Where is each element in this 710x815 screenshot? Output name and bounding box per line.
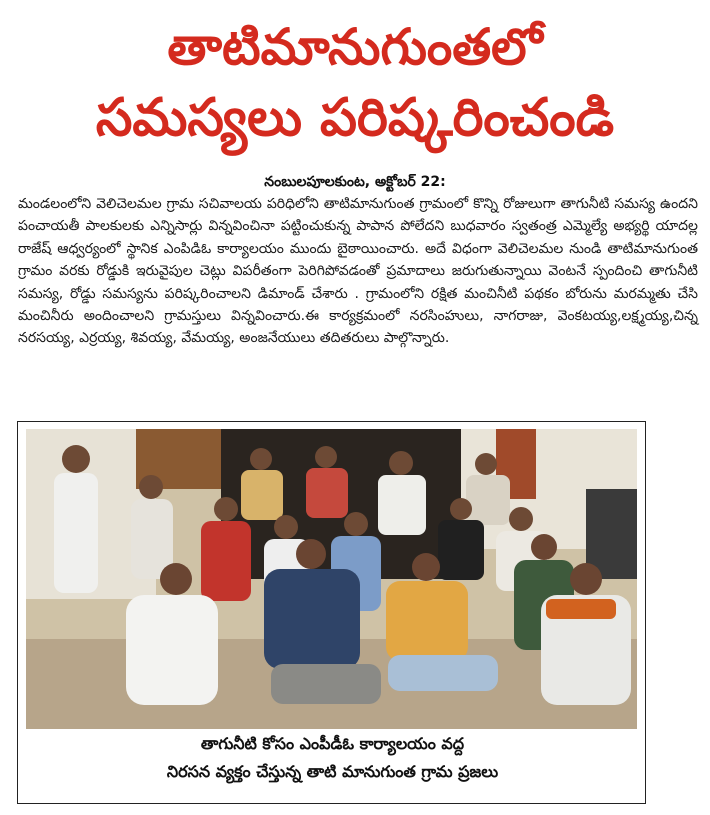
article-body: మండలంలోని వెలిచెలమల గ్రామ సచివాలయ పరిధిలోని తాటిమానుగుంత గ్రామంలో కొన్ని రోజులుగా తాగునీటి సమస్య ఉందని పంచాయతీ పాలకులకు ఎన్నిసార్లు విన్నవించినా పట్టించుకున్న పాపాన పోలేదని బుధవారం స్వతంత్ర ఎమ్మెల్యే అభ్యర్థి యాదల్ల రాజేష్ ఆధ్వర్యంలో స్థానిక ఎంపిడిఓ కార్యాలయం ముందు బైఠాయించారు. అదే విధంగా వెలిచెలమల నుండి తాటిమానుగుంత గ్రామం వరకు రోడ్డుకి ఇరువైపుల చెట్లు విపరీతంగా పెరిగిపోవడంతో ప్రమాదాలు జరుగుతున్నాయి వెంటనే స్పందించి తాగునీటి సమస్య, రోడ్డు సమస్యను పరిష్కరించాలని డిమాండ్ చేశారు . గ్రామంలోని రక్షిత మంచినీటి పథకం బోరును మరమ్మతు చేసి మంచినీరు అందించాలని గ్రామస్తులు విన్నవించారు.ఈ కార్యక్రమంలో నరసింహులు, నాగరాజు, వెంకటయ్య,లక్ష్మయ్య,చిన్న నరసయ్య, ఎర్రయ్య, శివయ్య, వేమయ్య, అంజనేయులు తదితరులు పాల్గొన్నారు. [18, 196, 698, 347]
protest-photo [26, 429, 637, 729]
photo-frame [17, 421, 646, 804]
photo-caption-line-1: తాగునీటి కోసం ఎంపీడీఓ కార్యాలయం వద్ద [200, 734, 465, 753]
headline-line-2: సమస్యలు పరిష్కరించండి [95, 88, 615, 148]
headline-line-1: తాటిమానుగుంతలో [167, 18, 543, 76]
dateline: నంబులపూలకుంట, అక్టోబర్ 22: [264, 174, 446, 190]
photo-caption-line-2: నిరసన వ్యక్తం చేస్తున్న తాటి మానుగుంత గ్రామ ప్రజలు [166, 762, 499, 781]
